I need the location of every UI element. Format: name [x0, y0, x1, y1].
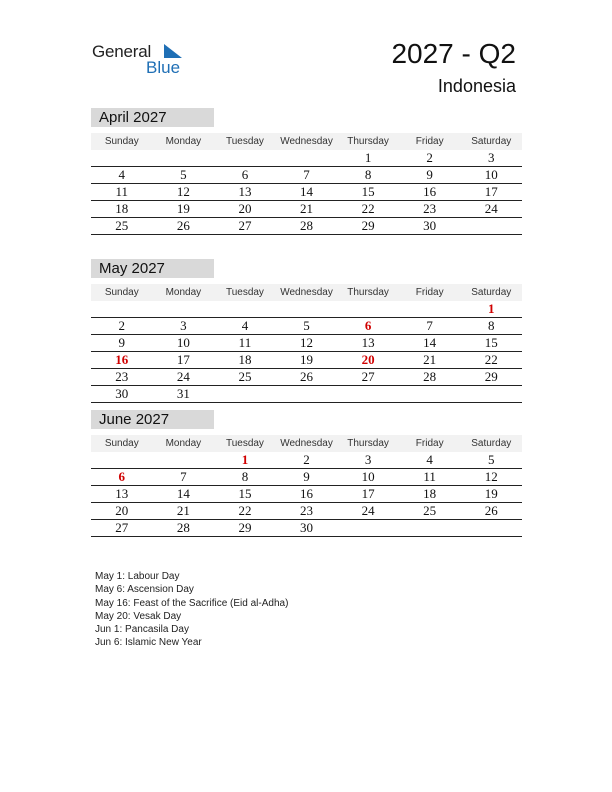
week-row: [91, 301, 522, 318]
week-row: [91, 369, 522, 386]
day-cell: 16: [300, 486, 314, 501]
day-cell: 5: [488, 452, 495, 467]
month-label: May 2027: [91, 259, 214, 278]
day-cell: 25: [423, 503, 437, 518]
holiday-day-cell: 6: [364, 318, 372, 333]
day-cell: [276, 386, 338, 402]
day-cell: 26: [300, 369, 314, 384]
day-cell: 24: [484, 201, 498, 216]
week-row: [91, 184, 522, 201]
day-cell: 5: [303, 318, 310, 333]
weekday-header: Thursday: [347, 438, 389, 449]
day-cell: 6: [241, 167, 249, 182]
day-cell: 15: [484, 335, 498, 350]
day-cell: 4: [426, 452, 433, 467]
day-cell: 9: [118, 335, 126, 350]
day-cell: 13: [361, 335, 375, 350]
weekday-header: Friday: [415, 438, 444, 449]
day-cell: 30: [423, 218, 437, 233]
day-cell: 9: [303, 469, 310, 484]
weekday-header-row: [91, 133, 522, 150]
day-cell: 18: [115, 201, 129, 216]
day-cell: 3: [180, 318, 187, 333]
week-row: [91, 503, 522, 520]
day-cell: 19: [484, 486, 498, 501]
day-cell: [153, 150, 215, 166]
brand-blue-text: Blue: [146, 58, 181, 77]
holiday-entry: May 6: Ascension Day: [95, 584, 194, 596]
weekday-header: Thursday: [347, 287, 389, 298]
day-cell: 13: [238, 184, 252, 199]
month-may: [91, 259, 522, 403]
week-row: [91, 167, 522, 184]
day-cell: 8: [364, 167, 372, 182]
day-cell: [91, 301, 153, 317]
day-cell: 24: [361, 503, 375, 518]
month-label: April 2027: [91, 108, 214, 127]
weekday-header: Monday: [165, 287, 202, 298]
day-cell: 12: [176, 184, 190, 199]
month-april: [91, 108, 522, 235]
week-row: [91, 150, 522, 167]
day-cell: 17: [176, 352, 190, 367]
week-row: [91, 201, 522, 218]
brand-general-text: General: [92, 42, 152, 61]
month-label: June 2027: [91, 410, 214, 429]
day-cell: 15: [361, 184, 375, 199]
holiday-day-cell: 20: [361, 352, 375, 367]
day-cell: 31: [176, 386, 190, 401]
page-title: 2027 - Q2: [391, 38, 516, 69]
day-cell: 1: [364, 150, 372, 165]
day-cell: 23: [115, 369, 129, 384]
day-cell: 14: [176, 486, 190, 501]
day-cell: 30: [115, 386, 129, 401]
day-cell: 14: [300, 184, 314, 199]
day-cell: [153, 301, 215, 317]
day-cell: [153, 452, 215, 468]
day-cell: 18: [423, 486, 437, 501]
weekday-header: Friday: [415, 136, 444, 147]
day-cell: 22: [361, 201, 375, 216]
day-cell: 21: [176, 503, 190, 518]
weekday-header: Monday: [165, 438, 202, 449]
day-cell: 3: [488, 150, 495, 165]
day-cell: [214, 386, 276, 402]
day-cell: 13: [115, 486, 129, 501]
weekday-header: Saturday: [471, 438, 512, 449]
month-june: [91, 410, 522, 537]
day-cell: 2: [426, 150, 433, 165]
day-cell: [214, 301, 276, 317]
weekday-header-row: [91, 284, 522, 301]
day-cell: 7: [303, 167, 310, 182]
day-cell: 11: [238, 335, 252, 350]
day-cell: [337, 520, 399, 536]
day-cell: 21: [300, 201, 314, 216]
weekday-header: Monday: [165, 136, 202, 147]
weekday-header: Saturday: [471, 136, 512, 147]
day-cell: [276, 301, 338, 317]
week-row: [91, 318, 522, 335]
day-cell: 26: [484, 503, 498, 518]
weekday-header: Sunday: [104, 287, 139, 298]
holiday-list: [95, 570, 288, 650]
day-cell: 25: [115, 218, 129, 233]
weekday-header: Tuesday: [225, 438, 264, 449]
week-row: [91, 469, 522, 486]
day-cell: 28: [423, 369, 437, 384]
day-cell: 10: [176, 335, 190, 350]
week-row: [91, 352, 522, 369]
day-cell: 29: [484, 369, 498, 384]
holiday-entry: May 1: Labour Day: [95, 571, 180, 582]
day-cell: [399, 386, 461, 402]
brand-logo: [92, 40, 192, 80]
weekday-header: Tuesday: [225, 136, 264, 147]
day-cell: 29: [361, 218, 375, 233]
day-cell: 23: [423, 201, 437, 216]
weekday-header: Wednesday: [280, 438, 333, 449]
holiday-day-cell: 6: [118, 469, 126, 484]
day-cell: [214, 150, 276, 166]
day-cell: 11: [115, 184, 129, 199]
holiday-day-cell: 16: [115, 352, 129, 367]
day-cell: 14: [423, 335, 437, 350]
day-cell: [399, 301, 461, 317]
weekday-header: Sunday: [104, 438, 139, 449]
holiday-day-cell: 1: [241, 452, 249, 467]
day-cell: 24: [176, 369, 190, 384]
day-cell: 16: [423, 184, 437, 199]
day-cell: [337, 386, 399, 402]
weekday-header: Wednesday: [280, 287, 333, 298]
day-cell: [337, 301, 399, 317]
weekday-header: Friday: [415, 287, 444, 298]
holiday-entry: May 16: Feast of the Sacrifice (Eid al-Adha): [95, 597, 289, 609]
day-cell: 26: [176, 218, 190, 233]
day-cell: 19: [300, 352, 314, 367]
day-cell: 23: [300, 503, 314, 518]
day-cell: 29: [238, 520, 252, 535]
day-cell: 5: [180, 167, 187, 182]
day-cell: 8: [241, 469, 249, 484]
day-cell: 8: [488, 318, 495, 333]
weekday-header: Saturday: [471, 287, 512, 298]
day-cell: 4: [118, 167, 126, 182]
country-name: Indonesia: [437, 76, 516, 96]
day-cell: [91, 452, 153, 468]
day-cell: 17: [361, 486, 375, 501]
week-row: [91, 386, 522, 403]
holiday-entry: Jun 6: Islamic New Year: [95, 637, 202, 649]
weekday-header-row: [91, 435, 522, 452]
day-cell: [460, 218, 522, 234]
holiday-day-cell: 1: [488, 301, 495, 316]
day-cell: [460, 386, 522, 402]
day-cell: 27: [238, 218, 252, 233]
day-cell: [91, 150, 153, 166]
day-cell: 27: [361, 369, 375, 384]
day-cell: 10: [484, 167, 498, 182]
day-cell: 4: [241, 318, 249, 333]
day-cell: 11: [423, 469, 436, 484]
day-cell: [276, 150, 338, 166]
day-cell: 17: [484, 184, 498, 199]
day-cell: 27: [115, 520, 129, 535]
day-cell: 22: [238, 503, 252, 518]
day-cell: 30: [300, 520, 314, 535]
day-cell: 2: [303, 452, 310, 467]
day-cell: 7: [180, 469, 187, 484]
day-cell: 28: [176, 520, 190, 535]
week-row: [91, 452, 522, 469]
weekday-header: Thursday: [347, 136, 389, 147]
week-row: [91, 335, 522, 352]
holiday-entry: May 20: Vesak Day: [95, 610, 182, 622]
day-cell: 21: [423, 352, 437, 367]
weekday-header: Wednesday: [280, 136, 333, 147]
day-cell: 10: [361, 469, 375, 484]
day-cell: 12: [484, 469, 498, 484]
weekday-header: Sunday: [104, 136, 139, 147]
day-cell: 3: [364, 452, 372, 467]
day-cell: [460, 520, 522, 536]
day-cell: 20: [115, 503, 129, 518]
day-cell: 20: [238, 201, 252, 216]
week-row: [91, 520, 522, 537]
weekday-header: Tuesday: [225, 287, 264, 298]
day-cell: 9: [426, 167, 433, 182]
day-cell: 22: [484, 352, 498, 367]
day-cell: 25: [238, 369, 252, 384]
day-cell: 19: [176, 201, 190, 216]
day-cell: 15: [238, 486, 252, 501]
day-cell: 12: [300, 335, 314, 350]
week-row: [91, 486, 522, 503]
day-cell: 18: [238, 352, 252, 367]
week-row: [91, 218, 522, 235]
day-cell: 28: [300, 218, 314, 233]
day-cell: 7: [426, 318, 433, 333]
day-cell: [399, 520, 461, 536]
day-cell: 2: [118, 318, 126, 333]
holiday-entry: Jun 1: Pancasila Day: [95, 624, 189, 636]
